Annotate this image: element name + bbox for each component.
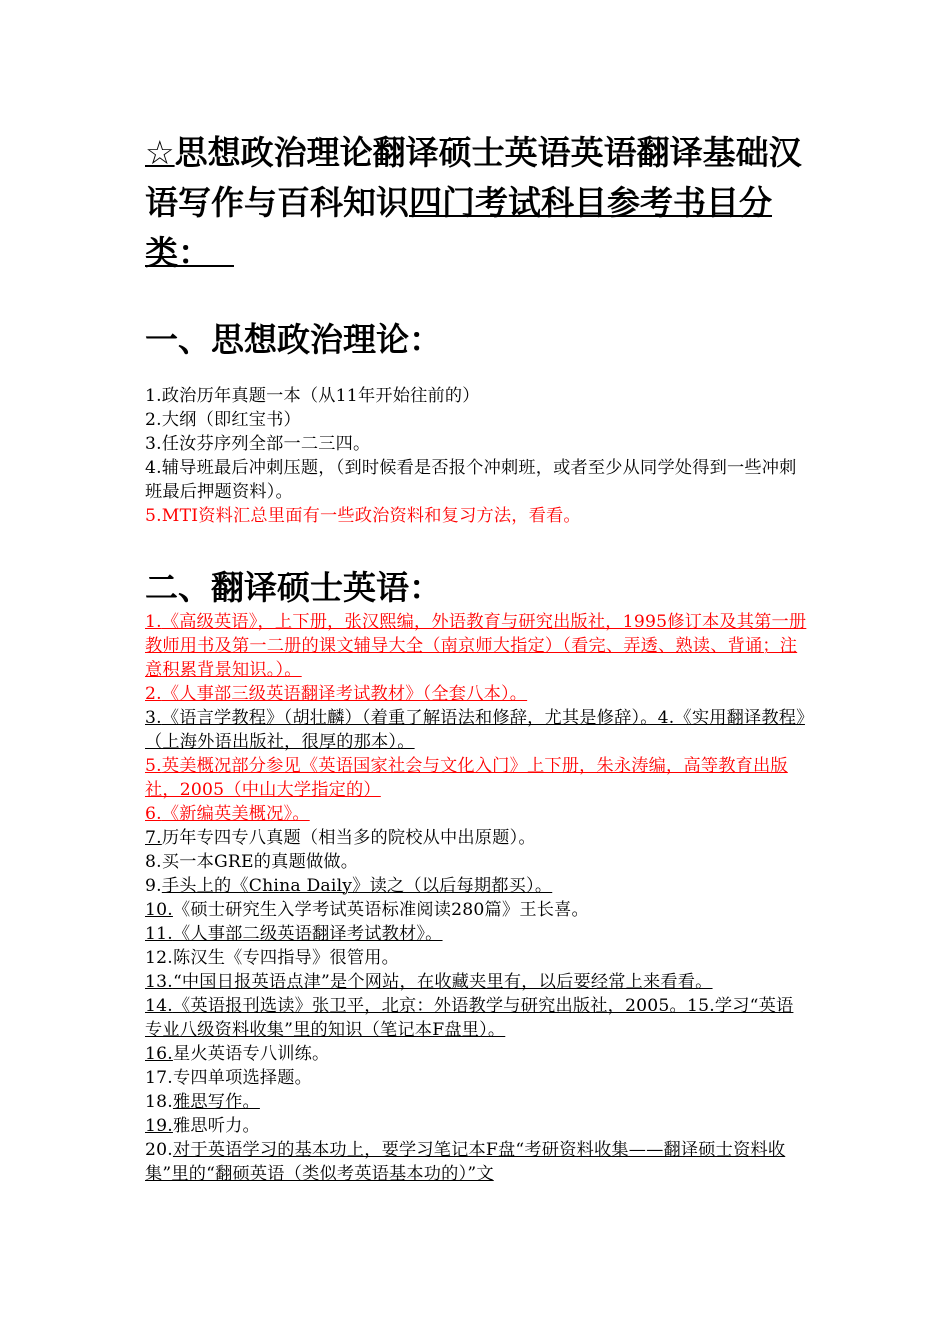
item-text: 《人事部三级英语翻译考试教材》（全套八本）。 [161,684,528,704]
list-item: 5.MTI资料汇总里面有一些政治资料和复习方法，看看。 [145,506,581,526]
list-item [145,994,810,1042]
item-text: 星火英语专八训练。 [172,1044,330,1064]
list-item: 4.辅导班最后冲刺压题，（到时候看是否报个冲刺班，或者至少从同学处得到一些冲刺班最后押题资料）。 [145,458,797,502]
list-item [145,874,810,898]
item-text: “中国日报英语点津”是个网站，在收藏夹里有，以后要经常上来看看。 [172,972,713,992]
star-icon: ☆ [145,133,175,172]
item-text: 《硕士研究生入学考试英语标准阅读280篇》王长喜。 [172,900,589,920]
list-item: 1.政治历年真题一本（从11年开始往前的） [145,386,480,406]
item-number: 12. [145,948,173,968]
item-number: 5. [145,756,162,776]
item-number: 6. [145,804,162,824]
item-text: 陈汉生《专四指导》很管用。 [172,948,399,968]
item-number: 11. [145,924,173,944]
item-text: 买一本GRE的真题做做。 [161,852,359,872]
item-number: 14. [145,996,173,1016]
title-trailing [211,233,234,272]
item-number: 9. [145,876,162,896]
item-number: 19. [145,1116,173,1136]
list-item [145,826,810,850]
list-item: 3.任汝芬序列全部一二三四。 [145,434,371,454]
politics-list [145,384,810,528]
item-number: 20. [145,1140,173,1160]
list-item [145,946,810,970]
section-heading-english: 二、翻译硕士英语： [145,568,442,607]
document-page [145,128,810,1186]
item-number: 16. [145,1044,173,1064]
list-item [145,1042,810,1066]
title-category: 四门考试科目参考书目分类： [145,183,772,272]
item-text: 《人事部二级英语翻译考试教材》。 [172,924,443,944]
item-text: 《语言学教程》（胡壮麟）（着重了解语法和修辞，尤其是修辞）。4.《实用翻译教程》（上海外语出版社，很厚的那本）。 [145,708,805,752]
list-item [145,1114,810,1138]
item-text: 对于英语学习的基本功上，要学习笔记本F盘“考研资料收集——翻译硕士资料收集”里的“翻硕英语（类似考英语基本功的）”文 [145,1140,786,1184]
item-number: 2. [145,684,162,704]
list-item [145,1090,810,1114]
item-text: 专四单项选择题。 [172,1068,313,1088]
item-text: 雅思写作。 [172,1092,260,1112]
list-item [145,682,810,706]
page-title [145,128,810,278]
list-item: 2.大纲（即红宝书） [145,410,301,430]
item-number: 13. [145,972,173,992]
section-heading-politics: 一、思想政治理论： [145,320,442,359]
item-text: 《英语报刊选读》张卫平，北京：外语教学与研究出版社，2005。15.学习“英语专业八级资料收集”里的知识（笔记本F盘里）。 [145,996,794,1040]
list-item [145,802,810,826]
list-item [145,706,810,754]
item-number: 3. [145,708,162,728]
item-number: 10. [145,900,173,920]
list-item [145,922,810,946]
title-subjects: 思想政治理论翻译硕士英语英语翻译基础汉语写作与百科知识 [145,133,802,222]
item-text: 历年专四专八真题（相当多的院校从中出原题）。 [161,828,536,848]
item-number: 18. [145,1092,173,1112]
item-text: 雅思听力。 [172,1116,260,1136]
list-item [145,1066,810,1090]
item-number: 17. [145,1068,173,1088]
list-item [145,850,810,874]
item-text: 英美概况部分参见《英语国家社会与文化入门》上下册，朱永涛编，高等教育出版社，2005（中山大学指定的） [145,756,788,800]
item-text: 手头上的《China Daily》读之（以后每期都买）。 [161,876,553,896]
english-list [145,610,810,1186]
list-item [145,1138,810,1186]
list-item [145,898,810,922]
list-item [145,610,810,682]
item-number: 1. [145,612,162,632]
item-text: 《高级英语》，上下册，张汉熙编，外语教育与研究出版社，1995修订本及其第一册教师用书及第一二册的课文辅导大全（南京师大指定）（看完、弄透、熟读、背诵；注意积累背景知识。）。 [145,612,807,680]
list-item [145,970,810,994]
list-item [145,754,810,802]
item-number: 7. [145,828,162,848]
item-text: 《新编英美概况》。 [161,804,310,824]
item-number: 8. [145,852,162,872]
